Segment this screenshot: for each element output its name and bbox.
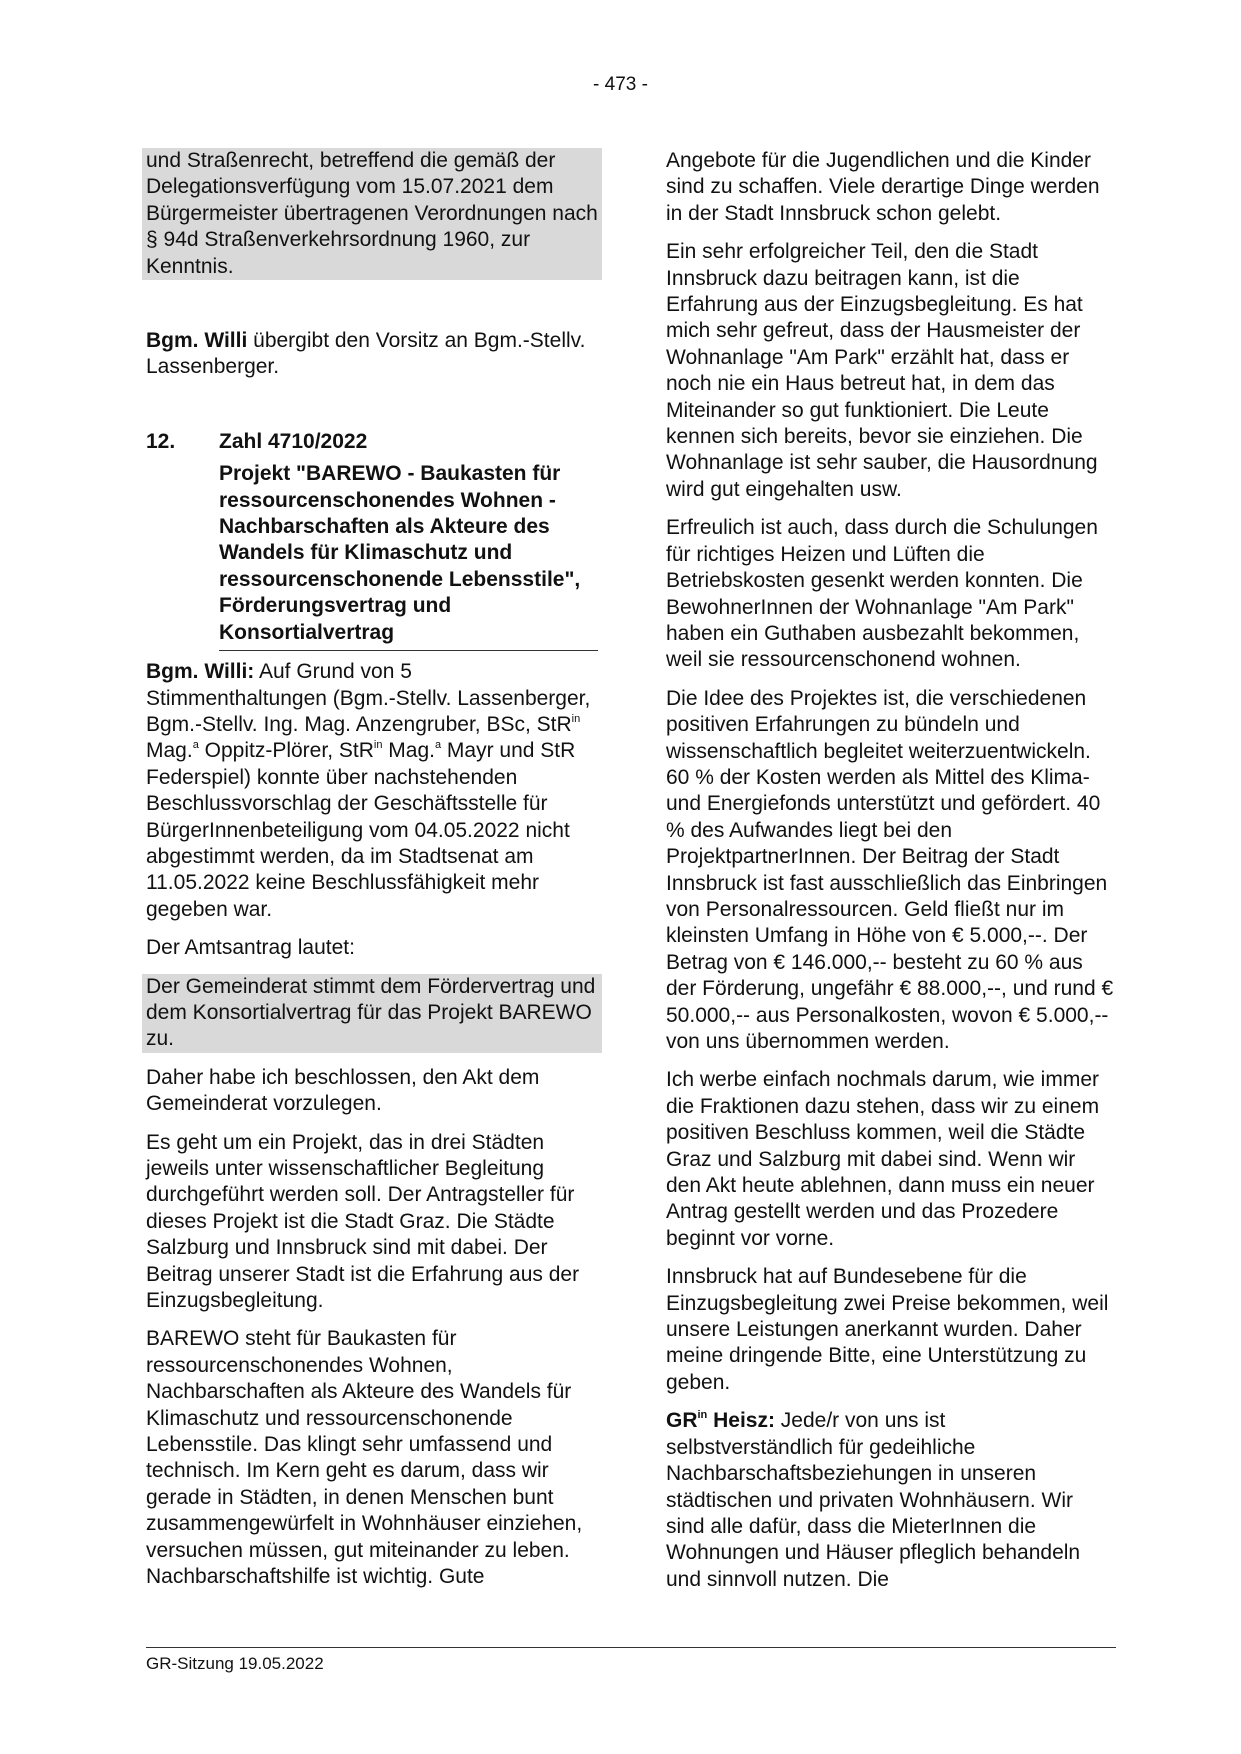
speaker-surname: Heisz: xyxy=(707,1409,775,1433)
agenda-item-zahl: Zahl 4710/2022 xyxy=(219,429,368,453)
speech-paragraph xyxy=(146,659,598,923)
speech-paragraph: Angebote für die Jugendlichen und die Kinder sind zu schaffen. Viele derartige Dinge werden in der Stadt Innsbruck schon gelebt. xyxy=(666,149,1100,225)
superscript: a xyxy=(434,739,442,752)
paragraph-text: übergibt den Vorsitz an Bgm.-Stellv. Lassenberger. xyxy=(146,329,586,379)
superscript: in xyxy=(571,712,581,725)
superscript: a xyxy=(192,739,199,752)
speech-paragraph: Daher habe ich beschlossen, den Akt dem Gemeinderat vorzulegen. xyxy=(146,1065,540,1116)
text-run: Oppitz-Plörer, StR xyxy=(198,739,374,763)
speech-paragraph: Innsbruck hat auf Bundesebene für die Einzugsbegleitung zwei Preise bekommen, weil unsere Leistungen anerkannt wurden. Daher meine dringende Bitte, eine Unterstützung zu geben. xyxy=(666,1265,1109,1394)
speech-paragraph: Erfreulich ist auch, dass durch die Schulungen für richtiges Heizen und Lüften die Betriebskosten gesenkt werden konnten. Die BewohnerInnen der Wohnanlage "Am Park" haben ein Guthaben ausbezahlt bekommen, weil sie ressourcenschonend wohnen. xyxy=(666,516,1098,672)
chair-handover-paragraph xyxy=(146,328,598,381)
right-column xyxy=(666,148,1116,1605)
motion-text: Der Gemeinderat stimmt dem Fördervertrag und dem Konsortialvertrag für das Projekt BAREWO zu. xyxy=(142,974,602,1053)
paragraph-text: Jede/r von uns ist selbstverständlich für gedeihliche Nachbarschaftsbeziehungen in unseren städtischen und privaten Wohnhäusern. Wir sind alle dafür, dass die MieterInnen die Wohnungen und Häuser pfleglich behandeln und sinnvoll nutzen. Die xyxy=(666,1409,1081,1591)
speech-paragraph xyxy=(666,1408,1116,1593)
agenda-item-title: Projekt "BAREWO - Baukasten für ressourcenschonendes Wohnen - Nachbarschaften als Akteure des Wandels für Klimaschutz und ressourcenschonende Lebensstile", Förderungsvertrag und Konsortialvertrag xyxy=(219,461,598,651)
speech-paragraph: Die Idee des Projektes ist, die verschiedenen positiven Erfahrungen zu bündeln und wissenschaftlich begleitet weiterzuentwickeln. 60 % der Kosten werden als Mittel des Klima- und Energiefonds unterstützt und gefördert. 40 % des Aufwandes liegt bei den ProjektpartnerInnen. Der Beitrag der Stadt Innsbruck ist fast ausschließlich das Einbringen von Personalressourcen. Geld fließt nur im kleinsten Umfang in Höhe von € 5.000,--. Der Betrag von € 146.000,-- besteht zu 60 % aus der Förderung, ungefähr € 88.000,--, und rund € 50.000,-- aus Personalkosten, wovon € 5.000,-- von uns übernommen werden. xyxy=(666,686,1114,1053)
superscript: in xyxy=(373,739,383,752)
speaker-name xyxy=(666,1409,775,1432)
speaker-title: GR xyxy=(666,1409,698,1433)
speech-paragraph: Ein sehr erfolgreicher Teil, den die Stadt Innsbruck dazu beitragen kann, ist die Erfahrung aus der Einzugsbegleitung. Es hat mich sehr gefreut, dass der Hausmeister der Wohnanlage "Am Park" erzählt hat, dass er noch nie ein Haus betreut hat, in dem das Miteinander so gut funktioniert. Die Leute kennen sich bereits, bevor sie einziehen. Die Wohnanlage ist sehr sauber, die Hausordnung wird gut eingehalten usw. xyxy=(666,240,1098,501)
resolution-text-continued: und Straßenrecht, betreffend die gemäß der Delegationsverfügung vom 15.07.2021 dem Bürgermeister übertragenen Verordnungen nach § 94d Straßenverkehrsordnung 1960, zur Kenntnis. xyxy=(142,148,602,280)
footer-divider xyxy=(146,1647,1116,1648)
motion-intro: Der Amtsantrag lautet: xyxy=(146,936,355,960)
speaker-name: Bgm. Willi: xyxy=(146,660,255,684)
speech-paragraph: Ich werbe einfach nochmals darum, wie immer die Fraktionen dazu stehen, dass wir zu einem positiven Beschluss kommen, weil die Städte Graz und Salzburg mit dabei sind. Wenn wir den Akt heute ablehnen, dann muss ein neuer Antrag gestellt werden und das Prozedere beginnt vor vorne. xyxy=(666,1068,1100,1250)
text-run: Mag. xyxy=(382,739,435,763)
superscript: in xyxy=(697,1409,708,1422)
text-run: Auf Grund von 5 Stimmenthaltungen (Bgm.-Stellv. Lassenberger, Bgm.-Stellv. Ing. Mag. Anzengruber, BSc, StR xyxy=(146,660,591,736)
text-run: Mayr und StR Federspiel) konnte über nachstehenden Beschlussvorschlag der Geschäftsstelle für BürgerInnenbeteiligung vom 04.05.2022 nicht abgestimmt werden, da im Stadtsenat am 11.05.2022 keine Beschlussfähigkeit mehr gegeben war. xyxy=(146,739,576,921)
text-run: Mag. xyxy=(146,739,193,763)
agenda-item-number: 12. xyxy=(146,429,176,453)
agenda-item-12 xyxy=(146,429,598,651)
footer-session-date: GR-Sitzung 19.05.2022 xyxy=(146,1654,324,1673)
speech-paragraph: BAREWO steht für Baukasten für ressourcenschonendes Wohnen, Nachbarschaften als Akteure des Wandels für Klimaschutz und ressourcenschonende Lebensstile. Das klingt sehr umfassend und technisch. Im Kern geht es darum, dass wir gerade in Städten, in denen Menschen bunt zusammengewürfelt in Wohnhäuser einziehen, versuchen müssen, gut miteinander zu leben. Nachbarschaftshilfe ist wichtig. Gute xyxy=(146,1327,583,1589)
left-column xyxy=(146,148,598,1603)
speech-paragraph: Es geht um ein Projekt, das in drei Städten jeweils unter wissenschaftlicher Begleitung durchgeführt werden soll. Der Antragsteller für dieses Projekt ist die Stadt Graz. Die Städte Salzburg und Innsbruck sind mit dabei. Der Beitrag unserer Stadt ist die Erfahrung aus der Einzugsbegleitung. xyxy=(146,1130,580,1313)
page-number: - 473 - xyxy=(593,74,648,95)
speaker-name: Bgm. Willi xyxy=(146,329,248,353)
